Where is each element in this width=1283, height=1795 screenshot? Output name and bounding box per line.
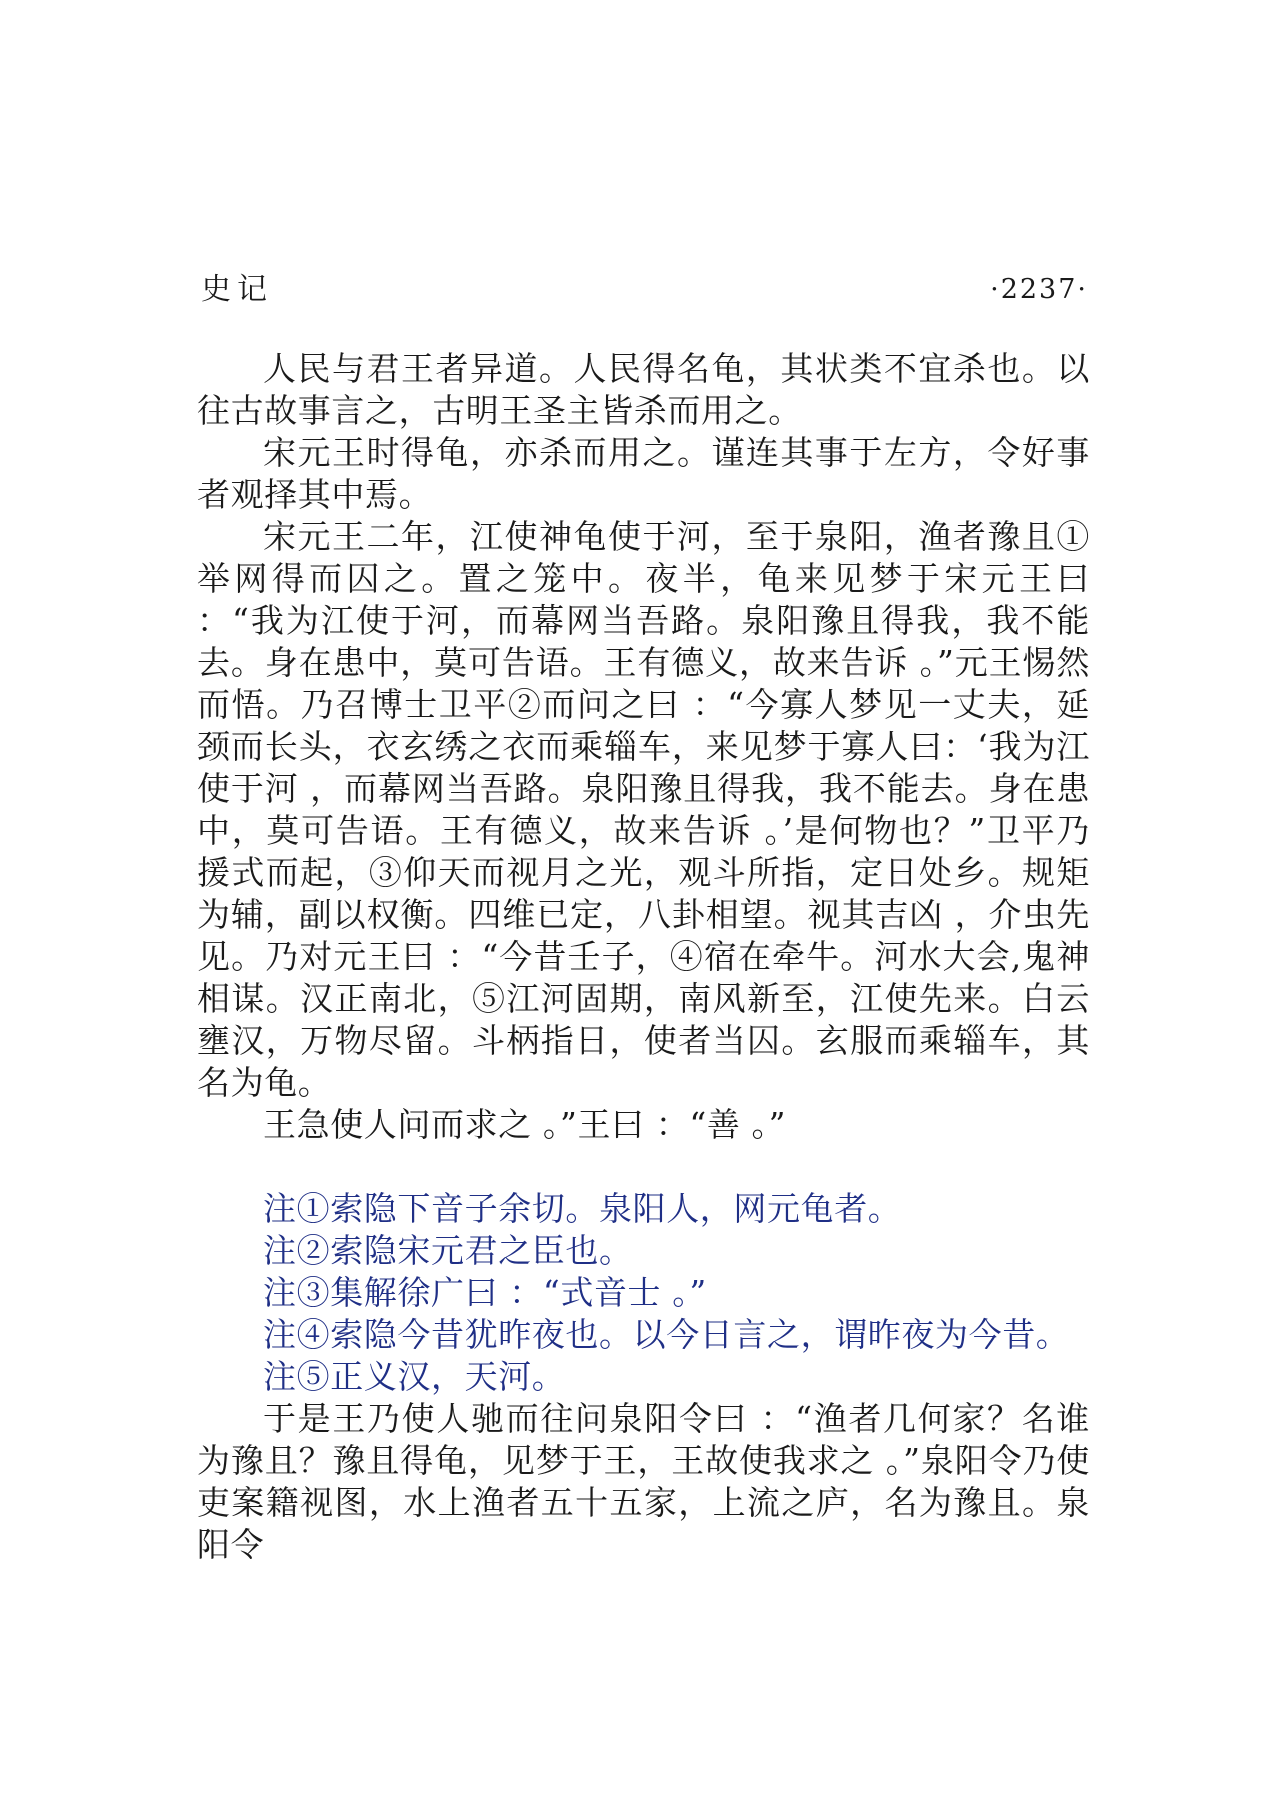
blank-line: [197, 1146, 1090, 1188]
book-title: 史记: [201, 272, 273, 307]
annotation-note: 注③集解徐广曰 ：“式音士 。”: [263, 1273, 707, 1312]
annotation-note: 注②索隐宋元君之臣也。: [263, 1231, 633, 1270]
page-header: [201, 268, 1088, 312]
paragraph: 宋元王时得龟，亦杀而用之。谨连其事于左方，令好事者观择其中焉。: [197, 433, 1090, 514]
annotation-note: 注④索隐今昔犹昨夜也。以今日言之，谓昨夜为今昔。: [263, 1315, 1070, 1354]
paragraph: 宋元王二年，江使神龟使于河，至于泉阳，渔者豫且①举网得而囚之。置之笼中。夜半，龟来见梦于宋元王曰 ：“我为江使于河，而幕网当吾路。泉阳豫且得我，我不能去。身在患中，莫可告语。王有德义，故来告诉 。”元王惕然而悟。乃召博士卫平②而问之曰 ：“今寡人梦见一丈夫，延颈而长头，衣玄绣之衣而乘辎车，来见梦于寡人曰：‘我为江使于河 ，而幕网当吾路。泉阳豫且得我，我不能去。身在患中，莫可告语。王有德义，故来告诉 。’是何物也？”卫平乃援式而起，③仰天而视月之光，观斗所指，定日处乡。规矩为辅，副以权衡。四维已定，八卦相望。视其吉凶 ，介虫先见。乃对元王曰 ：“今昔壬子，④宿在牵牛。河水大会,鬼神相谋。汉正南北，⑤江河固期，南风新至，江使先来。白云壅汉，万物尽留。斗柄指日，使者当囚。玄服而乘辎车，其名为龟。: [197, 517, 1090, 1102]
page-number: ·2237·: [990, 274, 1088, 305]
page-body: [197, 348, 1090, 1566]
paragraph: 人民与君王者异道。人民得名龟，其状类不宜杀也。以往古故事言之，古明王圣主皆杀而用之。: [197, 349, 1090, 430]
annotation-note: 注⑤正义汉，天河。: [263, 1357, 566, 1396]
paragraph: 王急使人问而求之 。”王曰 ：“善 。”: [263, 1105, 787, 1144]
annotation-note: 注①索隐下音子余切。泉阳人，网元龟者。: [263, 1189, 902, 1228]
paragraph: 于是王乃使人驰而往问泉阳令曰 ：“渔者几何家？名谁为豫且？豫且得龟，见梦于王，王故使我求之 。”泉阳令乃使吏案籍视图，水上渔者五十五家，上流之庐，名为豫且。泉阳令: [197, 1399, 1090, 1564]
